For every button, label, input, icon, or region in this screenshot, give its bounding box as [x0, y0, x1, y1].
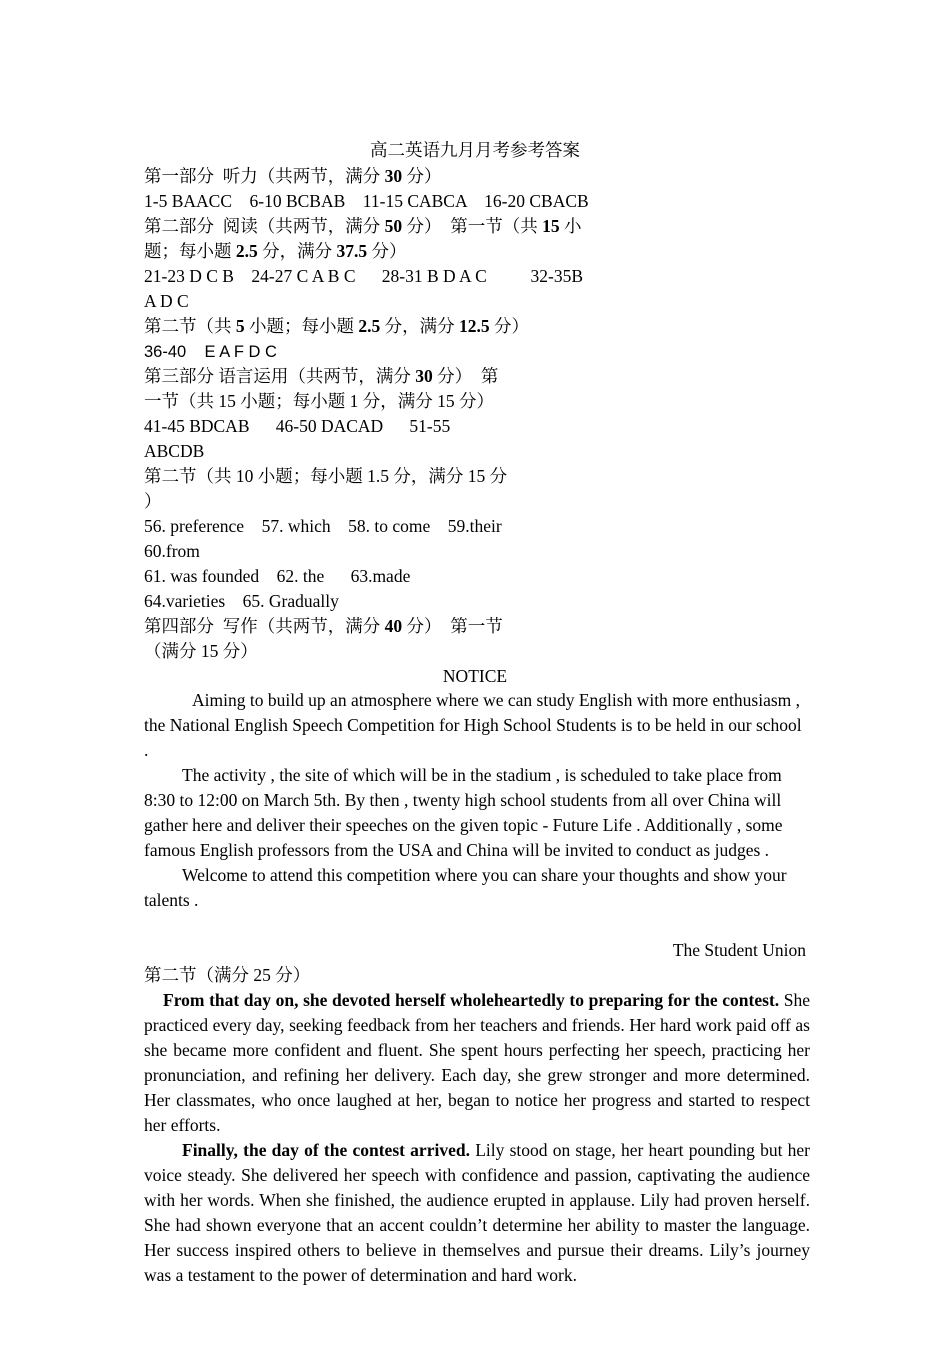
part2-answers-line2: A D C	[144, 291, 189, 311]
story-paragraph-1-lead: From that day on, she devoted herself wholeheartedly to preparing for the contest.	[163, 990, 780, 1010]
fill-answers-line4: 64.varieties 65. Gradually	[144, 591, 339, 611]
part2-section2-heading: 第二节（共 5 小题；每小题 2.5 分，满分 12.5 分）	[144, 316, 529, 336]
part4-heading-cont: （满分 15 分）	[144, 641, 258, 661]
part3-section2-heading-cont: ）	[144, 491, 162, 511]
part3-section2-heading: 第二节（共 10 小题；每小题 1.5 分，满分 15 分	[144, 466, 508, 486]
part3-heading-cont: 一节（共 15 小题；每小题 1 分，满分 15 分）	[144, 391, 494, 411]
notice-title: NOTICE	[442, 666, 508, 686]
part4-heading: 第四部分 写作（共两节，满分 40 分） 第一节	[144, 616, 503, 636]
part3-answers-line2: ABCDB	[144, 441, 205, 461]
notice-paragraph-3: Welcome to attend this competition where you can share your thoughts and show your talents .	[144, 865, 787, 910]
part3-heading: 第三部分 语言运用（共两节，满分 30 分） 第	[144, 366, 499, 386]
part4-section2-heading: 第二节（满分 25 分）	[144, 965, 311, 985]
story-paragraph-2-lead: Finally, the day of the contest arrived.	[182, 1140, 470, 1160]
fill-answers-line2: 60.from	[144, 541, 200, 561]
part2-answers-line1: 21-23 D C B 24-27 C A B C 28-31 B D A C 32-35B	[144, 266, 584, 286]
fill-answers-line3: 61. was founded 62. the 63.made	[144, 566, 411, 586]
part3-answers-line1: 41-45 BDCAB 46-50 DACAD 51-55	[144, 416, 451, 436]
part2-section2-answers: 36-40 E A F D C	[144, 343, 277, 361]
notice-paragraph-1: Aiming to build up an atmosphere where we can study English with more enthusiasm , the National English Speech Competition for High School Students is to be held in our school .	[144, 690, 802, 760]
notice-paragraph-2: The activity , the site of which will be in the stadium , is scheduled to take place from 8:30 to 12:00 on March 5th. By then , twenty high school students from all over China will gather here and deliver their speeches on the given topic - Future Life . Additionally , some famous English professors from the USA and China will be invited to conduct as judges .	[144, 765, 783, 860]
part1-heading: 第一部分 听力（共两节，满分 30 分）	[144, 166, 442, 186]
story-paragraph-2: Finally, the day of the contest arrived. Lily stood on stage, her heart pounding but her voice steady. She delivered her speech with confidence and passion, captivating the audience with her words. When she finished, the audience erupted in applause. Lily had proven herself. She had shown everyone that an accent couldn’t determine her ability to master the language. Her success inspired others to believe in themselves and pursue their dreams. Lily’s journey was a testament to the power of determination and hard work.	[144, 1140, 811, 1285]
page-title: 高二英语九月月考参考答案	[370, 140, 580, 160]
notice-signature: The Student Union	[672, 940, 806, 960]
part2-heading-cont: 题；每小题 2.5 分，满分 37.5 分）	[144, 241, 407, 261]
notice-body	[144, 688, 810, 913]
story-body	[144, 988, 810, 1288]
story-paragraph-1: From that day on, she devoted herself wholeheartedly to preparing for the contest. She practiced every day, seeking feedback from her teachers and friends. Her hard work paid off as she became more confident and fluent. She spent hours perfecting her speech, practicing her pronunciation, and refining her delivery. Each day, she grew stronger and more determined. Her classmates, who once laughed at her, began to notice her progress and started to respect her efforts.	[144, 990, 810, 1135]
part1-answers: 1-5 BAACC 6-10 BCBAB 11-15 CABCA 16-20 CBACB	[144, 191, 589, 211]
part2-heading: 第二部分 阅读（共两节，满分 50 分） 第一节（共 15 小	[144, 216, 582, 236]
fill-answers-line1: 56. preference 57. which 58. to come 59.their	[144, 516, 502, 536]
